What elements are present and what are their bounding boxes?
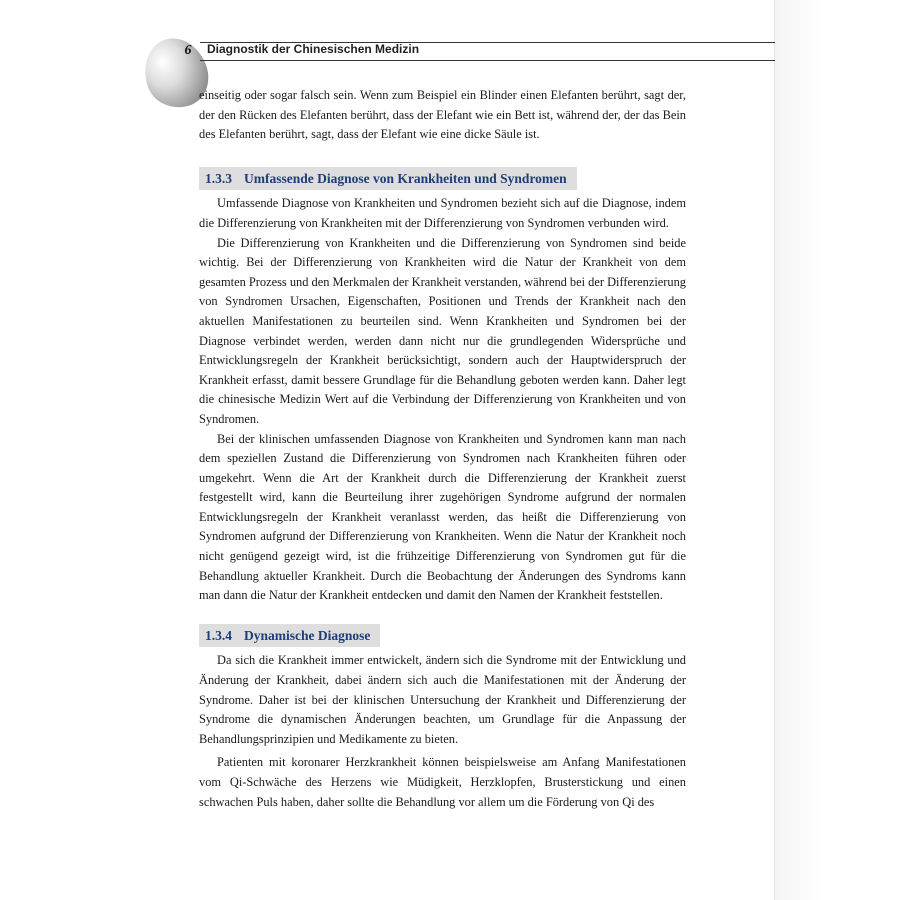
- page-edge-line: [774, 0, 775, 900]
- paragraph: Patienten mit koronarer Herzkrankheit können beispielsweise am Anfang Manifestationen vom Qi-Schwäche des Herzens wie Müdigkeit, Herzklopfen, Brusterstickung und einen schwachen Puls haben, daher sollte die Behandlung vor allem um die Förderung von Qi des: [199, 755, 686, 809]
- paragraph: Bei der klinischen umfassenden Diagnose von Krankheiten und Syndromen kann man nach dem speziellen Zustand die Differenzierung von Syndromen nach Krankheiten führen oder umgekehrt. Wenn die Art der Krankheit durch die Differenzierung der Krankheit zuerst festgestellt wird, kann die Beurteilung ihrer zugehörigen Syndrome aufgrund der normalen Entwicklungsregeln der Krankheit veranlasst werden, das heißt die Differenzierung von Syndromen aufgrund der Differenzierung von Krankheiten. Wenn die Natur der Krankheit noch nicht genügend gezeigt wird, ist die frühzeitige Differenzierung von Syndromen gut für die Behandlung aktueller Krankheit. Durch die Beobachtung der Änderungen des Syndroms kann man dann die Natur der Krankheit entdecken und damit den Namen der Krankheit feststellen.: [199, 431, 686, 603]
- section-heading-1-3-4: [199, 624, 380, 648]
- paragraph: Umfassende Diagnose von Krankheiten und Syndromen bezieht sich auf die Diagnose, indem die Differenzierung von Krankheiten mit der Differenzierung von Syndromen verbunden wird.: [199, 196, 686, 230]
- header-rule-bottom: [200, 60, 775, 61]
- page-number: 6: [184, 43, 192, 58]
- running-header: [145, 30, 775, 90]
- paragraph: Da sich die Krankheit immer entwickelt, ändern sich die Syndrome mit der Entwicklung und Änderung der Krankheit, dabei ändern sich auch die Manifestationen mit der Änderung der Syndrome. Daher ist bei der klinischen Untersuchung der Krankheit und Differenzierung der Syndrome die dynamischen Änderungen beachten, um Grundlage für die Anpassung der Behandlungsprinzipien und Medikamente zu bieten.: [199, 653, 686, 746]
- paragraph: Die Differenzierung von Krankheiten und die Differenzierung von Syndromen sind beide wichtig. Bei der Differenzierung von Krankheiten wird die Natur der Krankheit von dem gesamten Prozess und den Merkmalen der Krankheit verstanden, während bei der Differenzierung von Syndromen Ursachen, Eigenschaften, Positionen und Trends der Krankheit nach den aktuellen Manifestationen zu beurteilen sind. Wenn Krankheiten und Syndromen bei der Diagnose verbindet werden, werden dann nicht nur die grundlegenden Widersprüche und Entwicklungsregeln der Krankheit berücksichtigt, sondern auch der Hauptwiderspruch der Krankheit erfasst, damit bessere Grundlage für die Behandlung geboten werden kann. Daher legt die chinesische Medizin Wert auf die Verbindung der Differenzierung von Krankheiten und von Syndromen.: [199, 235, 686, 426]
- page-edge-shadow: [775, 0, 900, 900]
- section-1-3-3: [199, 167, 686, 191]
- section-number: 1.3.4: [205, 627, 232, 643]
- intro-paragraph: einseitig oder sogar falsch sein. Wenn zum Beispiel ein Blinder einen Elefanten berührt, sagt der, der den Rücken des Elefanten berührt, dass der Elefant wie ein Bett ist, während der, der das Bein des Elefanten berührt, sagt, dass der Elefant wie eine dicke Säule ist.: [199, 88, 686, 142]
- section-title: Umfassende Diagnose von Krankheiten und Syndromen: [244, 170, 567, 186]
- section-1-3-4: [199, 624, 686, 648]
- page-body: [199, 86, 686, 812]
- header-title: Diagnostik der Chinesischen Medizin: [207, 42, 420, 56]
- section-number: 1.3.3: [205, 170, 232, 186]
- section-heading-1-3-3: [199, 167, 577, 191]
- section-title: Dynamische Diagnose: [244, 627, 371, 643]
